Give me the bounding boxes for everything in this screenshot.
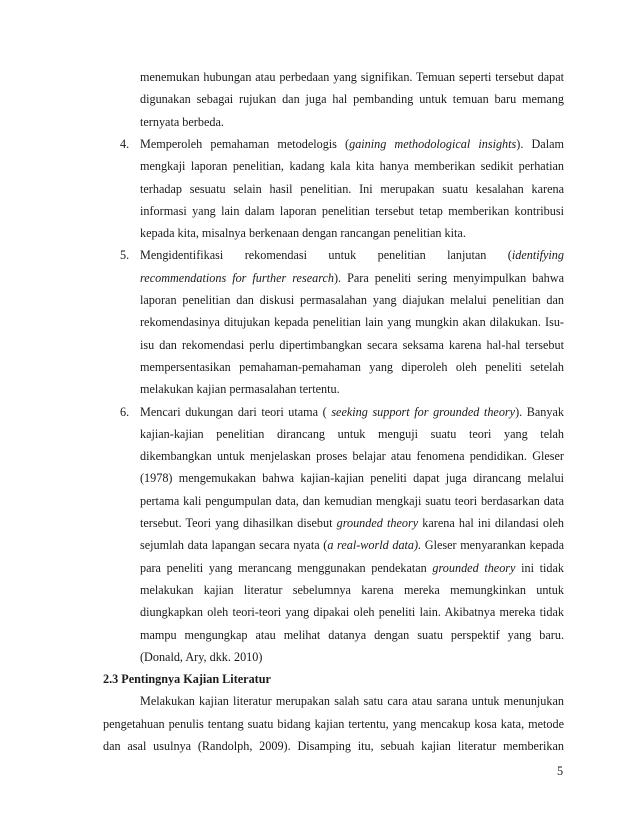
item6-line-8b: ini tidak xyxy=(515,560,564,575)
item5-number: 5. xyxy=(120,248,130,263)
item5-line-2-italic: recommendations for further research xyxy=(140,270,334,285)
item6-line-6-italic: grounded theory xyxy=(336,516,419,530)
section-line-2: pengetahuan penulis tentang suatu bidang kajian tertentu, yang mencakup kosa kata, metode xyxy=(103,716,564,731)
page-number: 5 xyxy=(557,764,564,778)
item6-line-7-italic: a real-world data). xyxy=(327,538,422,553)
item5-line-6: mempersentasikan pemahaman-pemahaman yang diperoleh oleh peneliti setelah xyxy=(140,359,564,374)
item6-line-1b: ). Banyak xyxy=(515,404,564,419)
item3-line-2: digunakan sebagai rujukan dan juga hal pembanding untuk temuan baru memang xyxy=(140,92,564,107)
item6-number: 6. xyxy=(120,404,130,419)
item6-line-9: melakukan kajian literatur sebelumnya karena mereka memungkinkan untuk xyxy=(140,582,564,597)
item4-number: 4. xyxy=(120,136,130,151)
item5-line-2b: ). Para peneliti sering menyimpulkan bahwa xyxy=(334,270,564,285)
item5-line-1 xyxy=(140,248,564,263)
item6-line-4: (1978) mengemukakan bahwa kajian-kajian peneliti dapat juga dirancang melalui xyxy=(140,471,564,486)
item5-line-1a: Mengidentifikasi rekomendasi untuk penelitian lanjutan ( xyxy=(140,248,512,263)
item4-line-4: informasi yang lain dalam laporan penelitian tersebut tetap memberikan kontribusi xyxy=(140,203,564,218)
item6-line-1-italic: seeking support for grounded theory xyxy=(331,404,516,419)
item4-line-1a: Memperoleh pemahaman metodelogis ( xyxy=(140,136,350,151)
item6-line-2: kajian-kajian penelitian dirancang untuk menguji suatu teori yang telah xyxy=(140,426,564,441)
item5-line-7: melakukan kajian permasalahan tertentu. xyxy=(140,382,340,397)
item5-line-2 xyxy=(140,271,564,286)
item6-line-6a: tersebut. Teori yang dihasilkan disebut xyxy=(140,516,337,530)
item6-line-12: (Donald, Ary, dkk. 2010) xyxy=(140,649,263,664)
item4-line-3: terhadap sesuatu selain hasil penelitian. Ini merupakan suatu kesalahan karena xyxy=(140,181,564,196)
item5-line-5: isu dan rekomendasi perlu dipertimbangkan secara seksama karena hal-hal tersebut xyxy=(140,337,564,352)
item6-line-8a: para peneliti yang merancang menggunakan pendekatan xyxy=(140,560,433,575)
item6-line-3: dikembangkan untuk menjelaskan proses belajar atau fenomena pendidikan. Gleser xyxy=(140,449,564,464)
item4-line-1b: ). Dalam xyxy=(516,136,564,151)
item6-line-10: diungkapkan oleh teori-teori yang dipakai oleh peneliti lain. Akibatnya mereka tidak xyxy=(140,605,564,620)
item6-line-7 xyxy=(140,538,564,553)
section-line-1: Melakukan kajian literatur merupakan salah satu cara atau sarana untuk menunjukan xyxy=(140,694,564,709)
item5-line-1-italic: identifying xyxy=(511,248,564,263)
item6-line-1a: Mencari dukungan dari teori utama ( xyxy=(140,404,332,419)
item3-line-1: menemukan hubungan atau perbedaan yang signifikan. Temuan seperti tersebut dapat xyxy=(140,70,564,84)
item6-line-8 xyxy=(140,561,564,576)
item4-line-1 xyxy=(140,137,564,152)
item6-line-6b: karena hal ini dilandasi oleh xyxy=(418,516,564,530)
item6-line-6 xyxy=(140,516,564,531)
item6-line-5: pertama kali pengumpulan data, dan kemudian mengkaji suatu teori berdasarkan data xyxy=(140,493,564,508)
item4-line-2: mengkaji laporan penelitian, kadang kala kita hanya memberikan sedikit perhatian xyxy=(140,159,564,174)
item5-line-3: laporan penelitian dan diskusi permasalahan yang diajukan melalui penelitian dan xyxy=(140,293,564,307)
item4-line-5: kepada kita, misalnya berkenaan dengan rancangan penelitian kita. xyxy=(140,226,466,241)
item6-line-1 xyxy=(140,405,564,420)
item5-line-4: rekomendasinya ditujukan kepada penelitian lain yang mungkin akan dilakukan. Isu- xyxy=(140,315,564,330)
item6-line-8-italic: grounded theory xyxy=(432,560,516,575)
item4-line-1-italic: gaining methodological insights xyxy=(349,136,517,151)
item6-line-7a: sejumlah data lapangan secara nyata ( xyxy=(140,538,328,553)
section-line-3: dan asal usulnya (Randolph, 2009). Disamping itu, sebuah kajian literatur memberikan xyxy=(103,739,564,753)
section-heading: 2.3 Pentingnya Kajian Literatur xyxy=(103,672,271,687)
item6-line-7b: Gleser menyarankan kepada xyxy=(421,538,564,553)
item6-line-11: mampu mengungkap atau melihat datanya dengan suatu perspektif yang baru. xyxy=(140,627,564,642)
item3-line-3: ternyata berbeda. xyxy=(140,114,224,129)
